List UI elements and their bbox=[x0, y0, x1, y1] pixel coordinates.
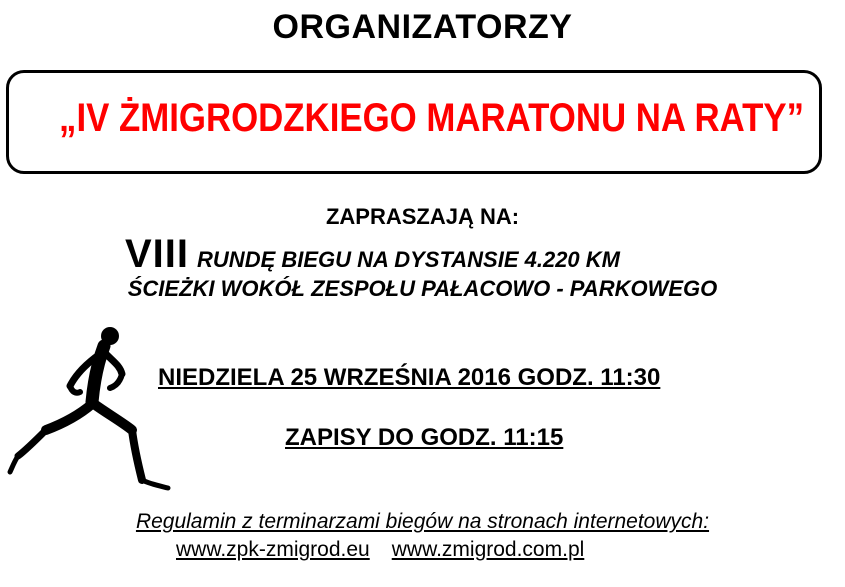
page-heading: ORGANIZATORZY bbox=[272, 8, 573, 46]
event-date: NIEDZIELA 25 WRZEŚNIA 2016 GODZ. 11:30 bbox=[158, 364, 661, 391]
runner-silhouette-icon bbox=[0, 322, 175, 497]
signup-deadline: ZAPISY DO GODZ. 11:15 bbox=[285, 424, 564, 451]
website-link-zmigrod[interactable]: www.zmigrod.com.pl bbox=[391, 538, 585, 561]
rules-note: Regulamin z terminarzami biegów na stronach internetowych: bbox=[135, 510, 710, 533]
round-description: RUNDĘ BIEGU NA DYSTANSIE 4.220 KM bbox=[197, 247, 620, 272]
round-line bbox=[125, 232, 620, 277]
event-title: „IV ŻMIGRODZKIEGO MARATONU NA RATY” bbox=[59, 96, 805, 140]
route-description: ŚCIEŻKI WOKÓŁ ZESPOŁU PAŁACOWO - PARKOWEGO bbox=[127, 276, 718, 301]
invitation-lead: ZAPRASZAJĄ NA: bbox=[325, 204, 520, 229]
website-link-zpk[interactable]: www.zpk-zmigrod.eu bbox=[176, 538, 370, 561]
round-numeral: VIII bbox=[125, 232, 190, 276]
website-links bbox=[176, 538, 584, 562]
